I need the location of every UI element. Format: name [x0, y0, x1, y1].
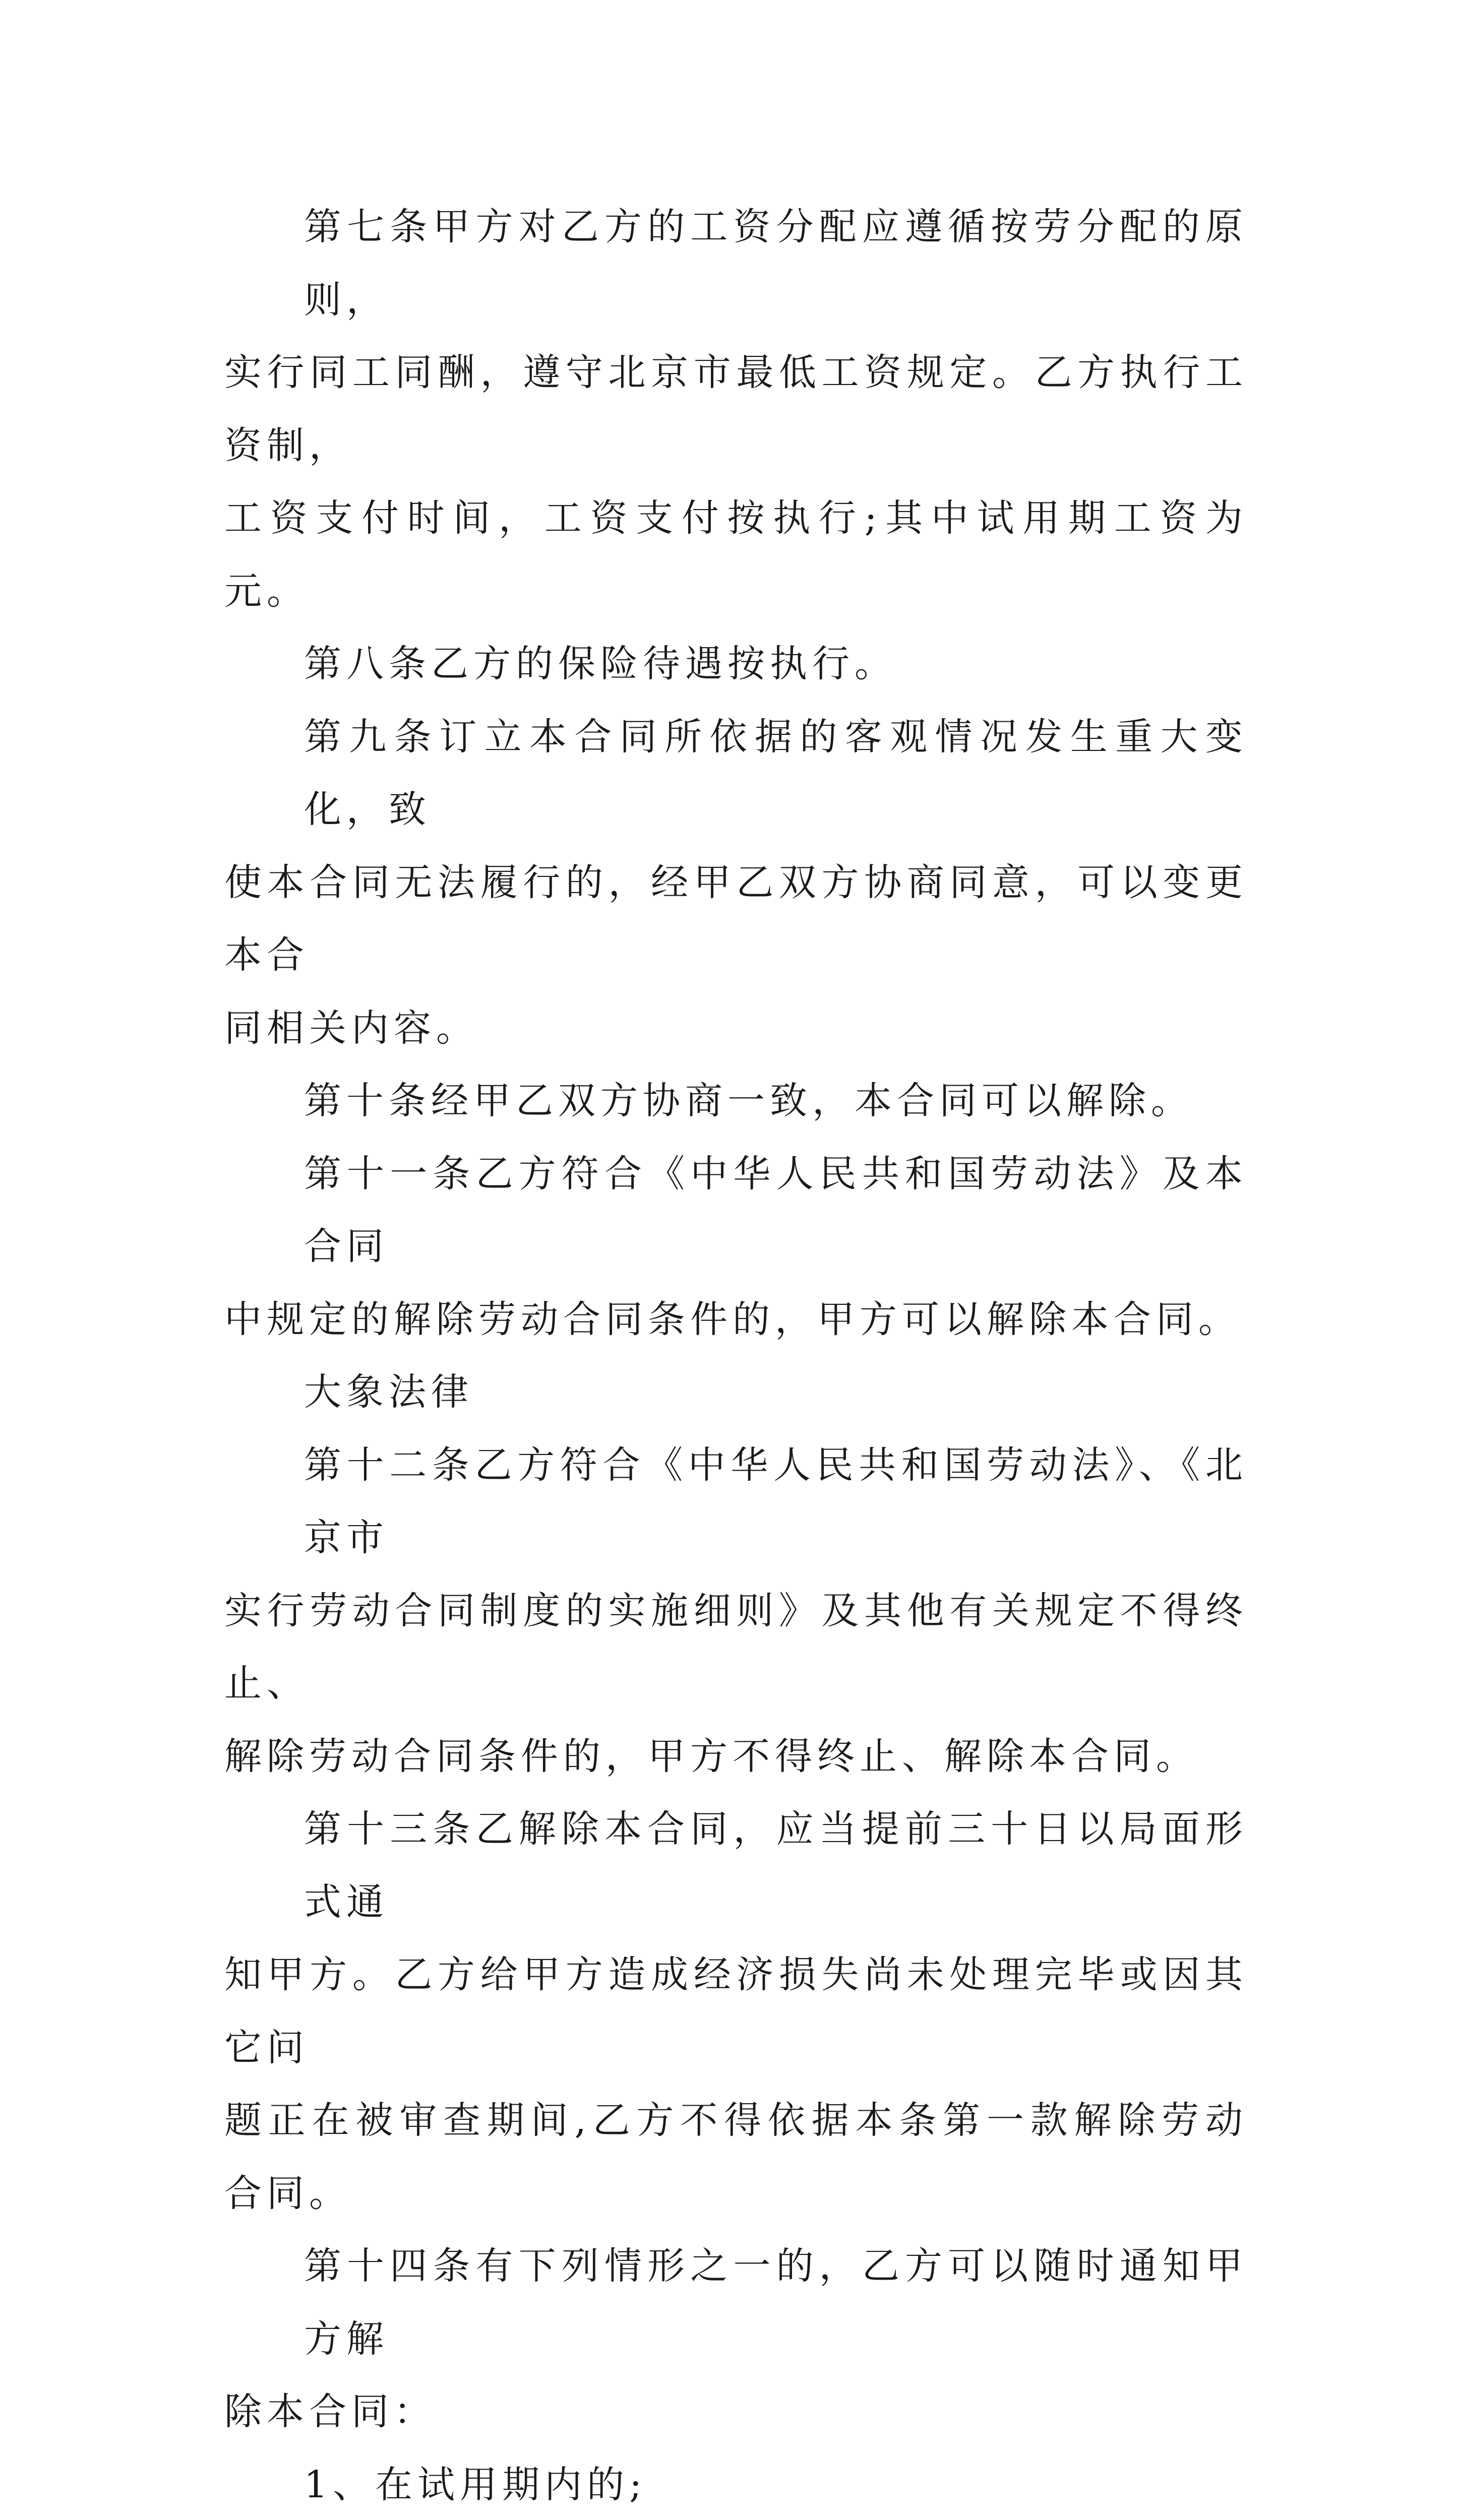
- text-line: 1、在试用期内的;: [224, 2448, 1248, 2520]
- article-12: [224, 1429, 1248, 1793]
- text-line: 题正在被审查期间,乙方不得依据本条第一款解除劳动合同。: [224, 2084, 1248, 2230]
- text-line: 知甲方。乙方给甲方造成经济损失尚未处理完毕或因其它问: [224, 1938, 1248, 2084]
- article-7: [224, 191, 1248, 627]
- text-line: 第十三条乙解除本合同，应当提前三十日以局面形式通: [224, 1793, 1248, 1938]
- text-line: 实行同工同酬，遵守北京市最低工资规定。乙方执行工资制，: [224, 336, 1248, 482]
- text-line: 解除劳动合同条件的，甲方不得终止、解除本合同。: [224, 1720, 1248, 1793]
- text-line: 第九条订立本合同所依据的客观情况发生重大变化，致: [224, 701, 1248, 846]
- article-14: [224, 2230, 1248, 2448]
- text-line: 第十二条乙方符合《中华人民共和国劳动法》、《北京市: [224, 1429, 1248, 1574]
- text-line: 中规定的解除劳动合同条件的，甲方可以解除本合同。: [224, 1283, 1248, 1356]
- list-item-1: [224, 2448, 1248, 2520]
- article-10: [224, 1064, 1248, 1138]
- text-line: 第十四条有下列情形之一的，乙方可以随时通知甲方解: [224, 2230, 1248, 2375]
- text-line: 实行劳动合同制度的实施细则》及其他有关规定不得终止、: [224, 1574, 1248, 1720]
- article-11: [224, 1138, 1248, 1356]
- text-line: 第八条乙方的保险待遇按执行。: [224, 627, 1248, 701]
- text-line: 同相关内容。: [224, 992, 1248, 1065]
- text-line: 第十条经甲乙双方协商一致，本合同可以解除。: [224, 1064, 1248, 1138]
- article-8: [224, 627, 1248, 701]
- text-line: 工资支付时间，工资支付按执行;其中试用期工资为元。: [224, 482, 1248, 627]
- text-line: 第十一条乙方符合《中华人民共和国劳动法》及本合同: [224, 1138, 1248, 1283]
- article-13: [224, 1793, 1248, 2230]
- text-line: 除本合同：: [224, 2375, 1248, 2448]
- document-body: [224, 191, 1248, 2520]
- article-9: [224, 701, 1248, 1065]
- text-line: 第七条甲方对乙方的工资分配应遵循按劳分配的原则，: [224, 191, 1248, 336]
- text-line: 大象法律: [224, 1356, 1248, 1429]
- text-line: 使本合同无法履行的，经甲乙双方协商同意，可以变更本合: [224, 846, 1248, 992]
- section-heading: [224, 1356, 1248, 1429]
